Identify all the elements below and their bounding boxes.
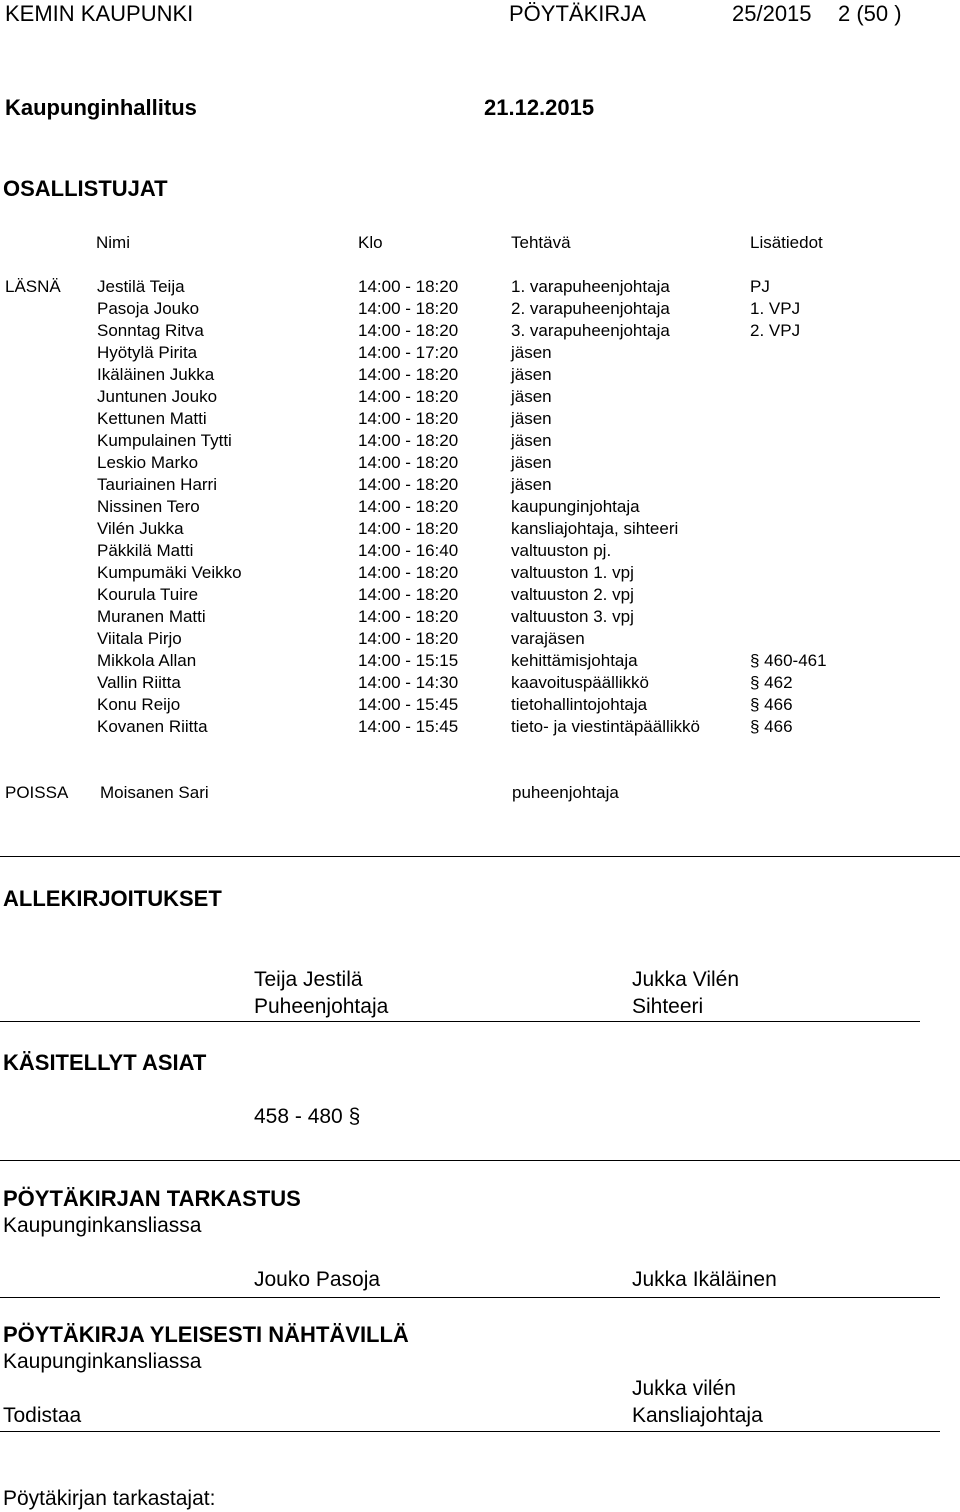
signature-line [0, 1297, 940, 1298]
participant-role: kansliajohtaja, sihteeri [511, 519, 679, 538]
participant-role: jäsen [511, 431, 552, 450]
participant-time: 14:00 - 15:45 [358, 717, 459, 736]
chair-signature-name: Teija Jestilä [254, 968, 363, 991]
participant-name: Viitala Pirjo [97, 629, 182, 648]
secretary-signature-title: Sihteeri [632, 995, 704, 1018]
participant-time: 14:00 - 18:20 [358, 431, 459, 450]
participant-name: Tauriainen Harri [97, 475, 217, 494]
participant-role: jäsen [511, 387, 552, 406]
participant-time: 14:00 - 18:20 [358, 409, 459, 428]
participant-time: 14:00 - 18:20 [358, 585, 459, 604]
items-range: 458 - 480 § [254, 1105, 361, 1128]
participant-time: 14:00 - 18:20 [358, 497, 459, 516]
participant-time: 14:00 - 17:20 [358, 343, 459, 362]
participant-role: jäsen [511, 409, 552, 428]
signature-line [0, 1021, 920, 1022]
participant-extra: 2. VPJ [750, 321, 801, 340]
document-type: PÖYTÄKIRJA [509, 1, 646, 26]
participant-name: Ikäläinen Jukka [97, 365, 215, 384]
participant-time: 14:00 - 15:15 [358, 651, 459, 670]
participant-name: Kumpulainen Tytti [97, 431, 232, 450]
reviewer-2-name: Jukka Ikäläinen [632, 1268, 777, 1291]
attester-title: Kansliajohtaja [632, 1404, 763, 1427]
participants-title: OSALLISTUJAT [3, 176, 168, 201]
participant-name: Nissinen Tero [97, 497, 200, 516]
participant-role: jäsen [511, 453, 552, 472]
participant-name: Päkkilä Matti [97, 541, 194, 560]
meeting-date: 21.12.2015 [484, 95, 595, 120]
participant-role: valtuuston 1. vpj [511, 563, 634, 582]
participant-extra: § 460-461 [750, 651, 827, 670]
participant-name: Konu Reijo [97, 695, 181, 714]
document-number: 25/2015 [732, 1, 812, 26]
column-header-time: Klo [358, 233, 383, 252]
participant-time: 14:00 - 16:40 [358, 541, 459, 560]
participant-role: valtuuston 3. vpj [511, 607, 634, 626]
participant-role: 3. varapuheenjohtaja [511, 321, 670, 340]
attester-name: Jukka vilén [632, 1377, 736, 1400]
participant-time: 14:00 - 18:20 [358, 453, 459, 472]
participant-name: Pasoja Jouko [97, 299, 200, 318]
chair-signature-title: Puheenjohtaja [254, 995, 389, 1018]
signatures-title: ALLEKIRJOITUKSET [3, 886, 222, 911]
participant-role: kehittämisjohtaja [511, 651, 638, 670]
participant-extra: § 466 [750, 717, 793, 736]
column-header-name: Nimi [96, 233, 130, 252]
participant-time: 14:00 - 14:30 [358, 673, 459, 692]
participant-name: Kovanen Riitta [97, 717, 208, 736]
participant-role: jäsen [511, 365, 552, 384]
participant-name: Hyötylä Pirita [97, 343, 198, 362]
participant-name: Vallin Riitta [97, 673, 181, 692]
participant-role: tietohallintojohtaja [511, 695, 648, 714]
public-title: PÖYTÄKIRJA YLEISESTI NÄHTÄVILLÄ [3, 1322, 409, 1347]
participant-role: valtuuston pj. [511, 541, 612, 560]
participant-name: Kourula Tuire [97, 585, 199, 604]
participant-role: valtuuston 2. vpj [511, 585, 634, 604]
signature-line [0, 1431, 940, 1432]
absent-label: POISSA [5, 783, 69, 802]
participant-name: Jestilä Teija [97, 277, 185, 296]
participant-time: 14:00 - 18:20 [358, 387, 459, 406]
participant-time: 14:00 - 18:20 [358, 299, 459, 318]
participant-time: 14:00 - 15:45 [358, 695, 459, 714]
participant-time: 14:00 - 18:20 [358, 607, 459, 626]
column-header-role: Tehtävä [511, 233, 571, 252]
participant-role: jäsen [511, 475, 552, 494]
participant-name: Muranen Matti [97, 607, 206, 626]
participant-time: 14:00 - 18:20 [358, 277, 459, 296]
absent-name: Moisanen Sari [100, 783, 209, 802]
participant-time: 14:00 - 18:20 [358, 365, 459, 384]
participant-name: Vilén Jukka [97, 519, 184, 538]
participant-name: Kumpumäki Veikko [97, 563, 242, 582]
column-header-extra: Lisätiedot [750, 233, 823, 252]
secretary-signature-name: Jukka Vilén [632, 968, 740, 991]
participant-time: 14:00 - 18:20 [358, 475, 459, 494]
section-divider [0, 1160, 960, 1161]
participant-time: 14:00 - 18:20 [358, 519, 459, 538]
participant-role: jäsen [511, 343, 552, 362]
attest-label: Todistaa [3, 1404, 82, 1427]
participant-role: 1. varapuheenjohtaja [511, 277, 670, 296]
public-place: Kaupunginkansliassa [3, 1350, 202, 1373]
reviewer-1-name: Jouko Pasoja [254, 1268, 381, 1291]
review-title: PÖYTÄKIRJAN TARKASTUS [3, 1186, 301, 1211]
organization-name: KEMIN KAUPUNKI [5, 1, 194, 26]
items-title: KÄSITELLYT ASIAT [3, 1050, 207, 1075]
participant-role: tieto- ja viestintäpäällikkö [511, 717, 700, 736]
participant-time: 14:00 - 18:20 [358, 321, 459, 340]
participant-name: Kettunen Matti [97, 409, 207, 428]
participant-extra: § 462 [750, 673, 793, 692]
absent-role: puheenjohtaja [512, 783, 619, 802]
participant-time: 14:00 - 18:20 [358, 563, 459, 582]
participant-name: Juntunen Jouko [97, 387, 218, 406]
meeting-body: Kaupunginhallitus [5, 95, 197, 120]
participant-extra: 1. VPJ [750, 299, 801, 318]
participant-name: Mikkola Allan [97, 651, 197, 670]
reviewers-label: Pöytäkirjan tarkastajat: [3, 1487, 216, 1510]
review-place: Kaupunginkansliassa [3, 1214, 202, 1237]
participant-role: kaavoituspäällikkö [511, 673, 649, 692]
participant-role: varajäsen [511, 629, 585, 648]
page-indicator: 2 (50 ) [838, 1, 902, 26]
present-label: LÄSNÄ [5, 277, 61, 296]
section-divider [0, 856, 960, 857]
participant-role: 2. varapuheenjohtaja [511, 299, 670, 318]
participant-name: Leskio Marko [97, 453, 199, 472]
participant-extra: PJ [750, 277, 770, 296]
participant-time: 14:00 - 18:20 [358, 629, 459, 648]
participant-extra: § 466 [750, 695, 793, 714]
participant-role: kaupunginjohtaja [511, 497, 640, 516]
participant-name: Sonntag Ritva [97, 321, 204, 340]
